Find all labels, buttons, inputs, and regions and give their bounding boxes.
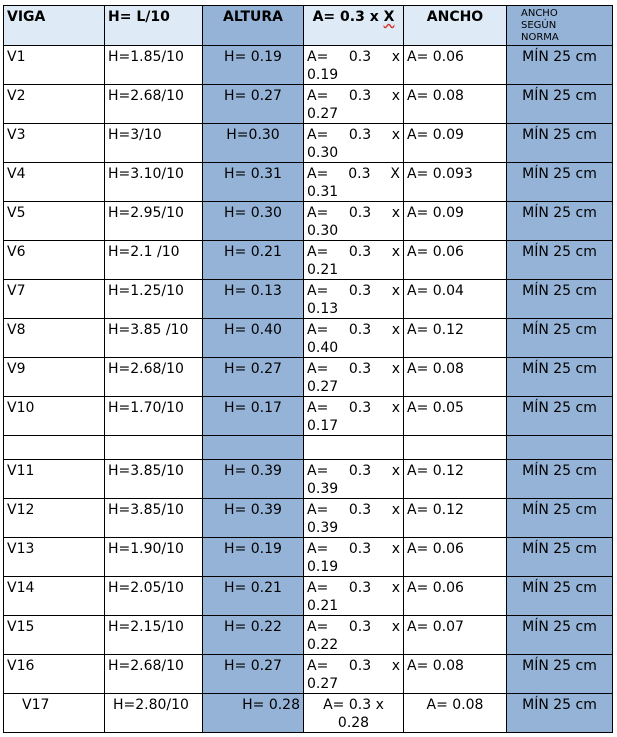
a-formula-eq: A= xyxy=(307,166,329,182)
cell-viga: V11 xyxy=(4,460,105,499)
cell-norma: MÍN 25 cm xyxy=(507,124,613,163)
table-row xyxy=(4,202,613,241)
a-formula-times: x xyxy=(391,361,400,377)
cell-a-formula xyxy=(304,577,404,616)
cell-viga: V1 xyxy=(4,46,105,85)
cell-viga: V10 xyxy=(4,397,105,436)
a-formula-times: x xyxy=(391,463,400,479)
cell-viga: V4 xyxy=(4,163,105,202)
cell-norma: MÍN 25 cm xyxy=(507,460,613,499)
a-formula-value: 0.13 xyxy=(307,301,339,317)
cell-norma: MÍN 25 cm xyxy=(507,241,613,280)
a-formula-line xyxy=(307,165,400,183)
header-a-formula-var: X xyxy=(383,9,395,25)
a-formula-line xyxy=(307,501,400,519)
a-formula-eq: A= xyxy=(307,49,329,65)
cell-viga: V5 xyxy=(4,202,105,241)
a-formula-times: x xyxy=(391,127,400,143)
cell-ancho: A= 0.07 xyxy=(404,616,507,655)
a-formula-coef: 0.3 xyxy=(348,49,372,65)
cell-norma: MÍN 25 cm xyxy=(507,202,613,241)
a-formula-line xyxy=(307,282,400,300)
cell-altura: H= 0.39 xyxy=(203,460,304,499)
header-norma-line1: ANCHO xyxy=(521,8,558,19)
cell-norma: MÍN 25 cm xyxy=(507,499,613,538)
a-formula-times: x xyxy=(391,322,400,338)
a-formula-times: x xyxy=(391,580,400,596)
a-formula-coef: 0.3 xyxy=(348,283,372,299)
empty-cell xyxy=(105,436,203,460)
cell-altura: H= 0.27 xyxy=(203,85,304,124)
a-formula-coef: 0.3 xyxy=(348,361,372,377)
cell-h-formula: H=2.68/10 xyxy=(105,358,203,397)
beam-table xyxy=(3,5,613,733)
cell-ancho: A= 0.12 xyxy=(404,499,507,538)
cell-norma: MÍN 25 cm xyxy=(507,46,613,85)
cell-h-formula: H=1.90/10 xyxy=(105,538,203,577)
a-formula-times: x xyxy=(391,619,400,635)
a-formula-coef: 0.3 xyxy=(348,88,372,104)
cell-altura: H= 0.17 xyxy=(203,397,304,436)
a-formula-eq: A= xyxy=(307,541,329,557)
a-formula-coef: 0.3 xyxy=(348,502,372,518)
cell-altura: H= 0.21 xyxy=(203,577,304,616)
table-row xyxy=(4,577,613,616)
cell-viga: V15 xyxy=(4,616,105,655)
cell-viga: V13 xyxy=(4,538,105,577)
a-formula-value: 0.27 xyxy=(307,379,339,395)
cell-norma: MÍN 25 cm xyxy=(507,616,613,655)
cell-a-formula xyxy=(304,460,404,499)
cell-a-formula xyxy=(304,124,404,163)
cell-a-formula xyxy=(304,241,404,280)
cell-h-formula: H=1.85/10 xyxy=(105,46,203,85)
cell-h-formula: H=2.05/10 xyxy=(105,577,203,616)
a-formula-line xyxy=(307,579,400,597)
a-formula-coef: 0.3 xyxy=(348,322,372,338)
cell-altura: H= 0.19 xyxy=(203,46,304,85)
a-formula-value: 0.30 xyxy=(307,223,339,239)
a-formula-value: 0.21 xyxy=(307,262,339,278)
table-row xyxy=(4,46,613,85)
cell-ancho: A= 0.12 xyxy=(404,319,507,358)
cell-ancho: A= 0.08 xyxy=(404,85,507,124)
a-formula-coef: 0.3 xyxy=(348,400,372,416)
table-row xyxy=(4,241,613,280)
a-formula-coef: 0.3 xyxy=(348,166,371,182)
a-formula-value: 0.19 xyxy=(307,67,339,83)
a-formula-value: 0.40 xyxy=(307,340,339,356)
a-formula-times: x xyxy=(391,541,400,557)
empty-cell xyxy=(404,436,507,460)
header-norma-line2: SEGÚN xyxy=(521,20,557,31)
header-h: H= L/10 xyxy=(105,6,203,46)
cell-altura: H= 0.40 xyxy=(203,319,304,358)
cell-viga: V17 xyxy=(4,694,105,733)
cell-a-formula xyxy=(304,163,404,202)
a-formula-line xyxy=(307,87,400,105)
a-formula-eq: A= xyxy=(307,205,329,221)
cell-ancho: A= 0.08 xyxy=(404,655,507,694)
cell-viga: V14 xyxy=(4,577,105,616)
cell-altura: H= 0.27 xyxy=(203,655,304,694)
a-formula-times: x xyxy=(391,400,400,416)
a-formula-coef: 0.3 xyxy=(348,541,372,557)
header-norma xyxy=(507,6,613,46)
header-norma-line3: NORMA xyxy=(521,32,559,43)
cell-norma: MÍN 25 cm xyxy=(507,358,613,397)
cell-h-formula: H=3/10 xyxy=(105,124,203,163)
a-formula-line xyxy=(307,540,400,558)
a-formula-line: A= 0.3 x xyxy=(323,697,384,713)
cell-norma: MÍN 25 cm xyxy=(507,694,613,733)
cell-a-formula xyxy=(304,319,404,358)
table-row xyxy=(4,538,613,577)
a-formula-eq: A= xyxy=(307,619,329,635)
table-row xyxy=(4,460,613,499)
a-formula-value: 0.22 xyxy=(307,637,339,653)
a-formula-value: 0.39 xyxy=(307,481,339,497)
a-formula-coef: 0.3 xyxy=(348,127,372,143)
cell-h-formula: H=3.85/10 xyxy=(105,460,203,499)
cell-viga: V9 xyxy=(4,358,105,397)
cell-norma: MÍN 25 cm xyxy=(507,85,613,124)
a-formula-value: 0.27 xyxy=(307,676,339,692)
cell-h-formula: H=2.15/10 xyxy=(105,616,203,655)
cell-viga: V8 xyxy=(4,319,105,358)
cell-ancho: A= 0.06 xyxy=(404,241,507,280)
cell-norma: MÍN 25 cm xyxy=(507,319,613,358)
a-formula-coef: 0.3 xyxy=(348,463,372,479)
cell-norma: MÍN 25 cm xyxy=(507,655,613,694)
cell-h-formula: H=2.95/10 xyxy=(105,202,203,241)
cell-ancho: A= 0.08 xyxy=(404,358,507,397)
a-formula-line xyxy=(307,204,400,222)
header-row xyxy=(4,6,613,46)
a-formula-eq: A= xyxy=(307,88,329,104)
cell-norma: MÍN 25 cm xyxy=(507,577,613,616)
a-formula-times: x xyxy=(391,88,400,104)
cell-h-formula: H=3.10/10 xyxy=(105,163,203,202)
cell-norma: MÍN 25 cm xyxy=(507,397,613,436)
header-altura: ALTURA xyxy=(203,6,304,46)
cell-ancho: A= 0.06 xyxy=(404,577,507,616)
a-formula-times: X xyxy=(390,166,400,182)
cell-altura: H= 0.27 xyxy=(203,358,304,397)
empty-cell xyxy=(4,436,105,460)
table-row xyxy=(4,280,613,319)
a-formula-eq: A= xyxy=(307,361,329,377)
a-formula-eq: A= xyxy=(307,283,329,299)
header-a-formula xyxy=(304,6,404,46)
cell-h-formula: H=2.80/10 xyxy=(105,694,203,733)
cell-ancho: A= 0.05 xyxy=(404,397,507,436)
cell-h-formula: H=1.70/10 xyxy=(105,397,203,436)
cell-ancho: A= 0.09 xyxy=(404,124,507,163)
a-formula-value: 0.27 xyxy=(307,106,339,122)
cell-altura: H= 0.31 xyxy=(203,163,304,202)
a-formula-line xyxy=(307,48,400,66)
table-row xyxy=(4,358,613,397)
cell-a-formula xyxy=(304,499,404,538)
cell-h-formula: H=1.25/10 xyxy=(105,280,203,319)
cell-viga: V2 xyxy=(4,85,105,124)
cell-viga: V16 xyxy=(4,655,105,694)
cell-ancho: A= 0.06 xyxy=(404,46,507,85)
table-row xyxy=(4,655,613,694)
header-ancho: ANCHO xyxy=(404,6,507,46)
a-formula-line xyxy=(307,462,400,480)
cell-altura: H= 0.30 xyxy=(203,202,304,241)
a-formula-coef: 0.3 xyxy=(348,619,372,635)
empty-cell xyxy=(507,436,613,460)
a-formula-value: 0.39 xyxy=(307,520,339,536)
cell-altura: H= 0.39 xyxy=(203,499,304,538)
a-formula-eq: A= xyxy=(307,322,329,338)
cell-h-formula: H=3.85/10 xyxy=(105,499,203,538)
table-row xyxy=(4,85,613,124)
cell-altura: H=0.30 xyxy=(203,124,304,163)
cell-a-formula xyxy=(304,538,404,577)
cell-a-formula xyxy=(304,397,404,436)
a-formula-value: 0.28 xyxy=(337,715,370,731)
a-formula-times: x xyxy=(391,49,400,65)
table-row xyxy=(4,124,613,163)
a-formula-line xyxy=(307,321,400,339)
a-formula-times: x xyxy=(391,502,400,518)
a-formula-eq: A= xyxy=(307,502,329,518)
cell-h-formula: H=3.85 /10 xyxy=(105,319,203,358)
cell-a-formula xyxy=(304,280,404,319)
table-row xyxy=(4,319,613,358)
cell-ancho: A= 0.12 xyxy=(404,460,507,499)
table-row xyxy=(4,616,613,655)
a-formula-line xyxy=(307,243,400,261)
a-formula-eq: A= xyxy=(307,463,329,479)
cell-a-formula xyxy=(304,616,404,655)
cell-h-formula: H=2.68/10 xyxy=(105,655,203,694)
cell-ancho: A= 0.093 xyxy=(404,163,507,202)
cell-viga: V6 xyxy=(4,241,105,280)
a-formula-value: 0.17 xyxy=(307,418,339,434)
a-formula-times: x xyxy=(391,205,400,221)
cell-ancho: A= 0.04 xyxy=(404,280,507,319)
a-formula-line xyxy=(307,360,400,378)
cell-norma: MÍN 25 cm xyxy=(507,538,613,577)
cell-viga: V7 xyxy=(4,280,105,319)
a-formula-eq: A= xyxy=(307,244,329,260)
cell-a-formula xyxy=(304,202,404,241)
cell-a-formula xyxy=(304,358,404,397)
cell-h-formula: H=2.68/10 xyxy=(105,85,203,124)
cell-a-formula xyxy=(304,85,404,124)
a-formula-times: x xyxy=(391,658,400,674)
a-formula-coef: 0.3 xyxy=(348,580,372,596)
cell-altura: H= 0.13 xyxy=(203,280,304,319)
a-formula-value: 0.19 xyxy=(307,559,339,575)
cell-ancho: A= 0.06 xyxy=(404,538,507,577)
cell-a-formula xyxy=(304,46,404,85)
a-formula-value: 0.21 xyxy=(307,598,339,614)
cell-a-formula xyxy=(304,655,404,694)
a-formula-value: 0.31 xyxy=(307,184,339,200)
empty-row xyxy=(4,436,613,460)
a-formula-eq: A= xyxy=(307,127,329,143)
a-formula-times: x xyxy=(391,283,400,299)
a-formula-line xyxy=(307,657,400,675)
empty-cell xyxy=(304,436,404,460)
table-row xyxy=(4,499,613,538)
cell-viga: V3 xyxy=(4,124,105,163)
table-row xyxy=(4,694,613,733)
a-formula-times: x xyxy=(391,244,400,260)
a-formula-line xyxy=(307,399,400,417)
a-formula-coef: 0.3 xyxy=(348,244,372,260)
a-formula-coef: 0.3 xyxy=(348,658,372,674)
a-formula-eq: A= xyxy=(307,658,329,674)
table-row xyxy=(4,397,613,436)
cell-altura: H= 0.28 xyxy=(203,694,304,733)
a-formula-line xyxy=(307,618,400,636)
header-a-formula-prefix: A= 0.3 x xyxy=(312,9,384,25)
cell-altura: H= 0.19 xyxy=(203,538,304,577)
cell-altura: H= 0.22 xyxy=(203,616,304,655)
empty-cell xyxy=(203,436,304,460)
cell-ancho: A= 0.09 xyxy=(404,202,507,241)
a-formula-eq: A= xyxy=(307,580,329,596)
a-formula-eq: A= xyxy=(307,400,329,416)
cell-a-formula xyxy=(304,694,404,733)
a-formula-line xyxy=(307,126,400,144)
table-row xyxy=(4,163,613,202)
cell-h-formula: H=2.1 /10 xyxy=(105,241,203,280)
a-formula-coef: 0.3 xyxy=(348,205,372,221)
header-viga: VIGA xyxy=(4,6,105,46)
cell-altura: H= 0.21 xyxy=(203,241,304,280)
cell-viga: V12 xyxy=(4,499,105,538)
a-formula-value: 0.30 xyxy=(307,145,339,161)
cell-ancho: A= 0.08 xyxy=(404,694,507,733)
cell-norma: MÍN 25 cm xyxy=(507,163,613,202)
cell-norma: MÍN 25 cm xyxy=(507,280,613,319)
